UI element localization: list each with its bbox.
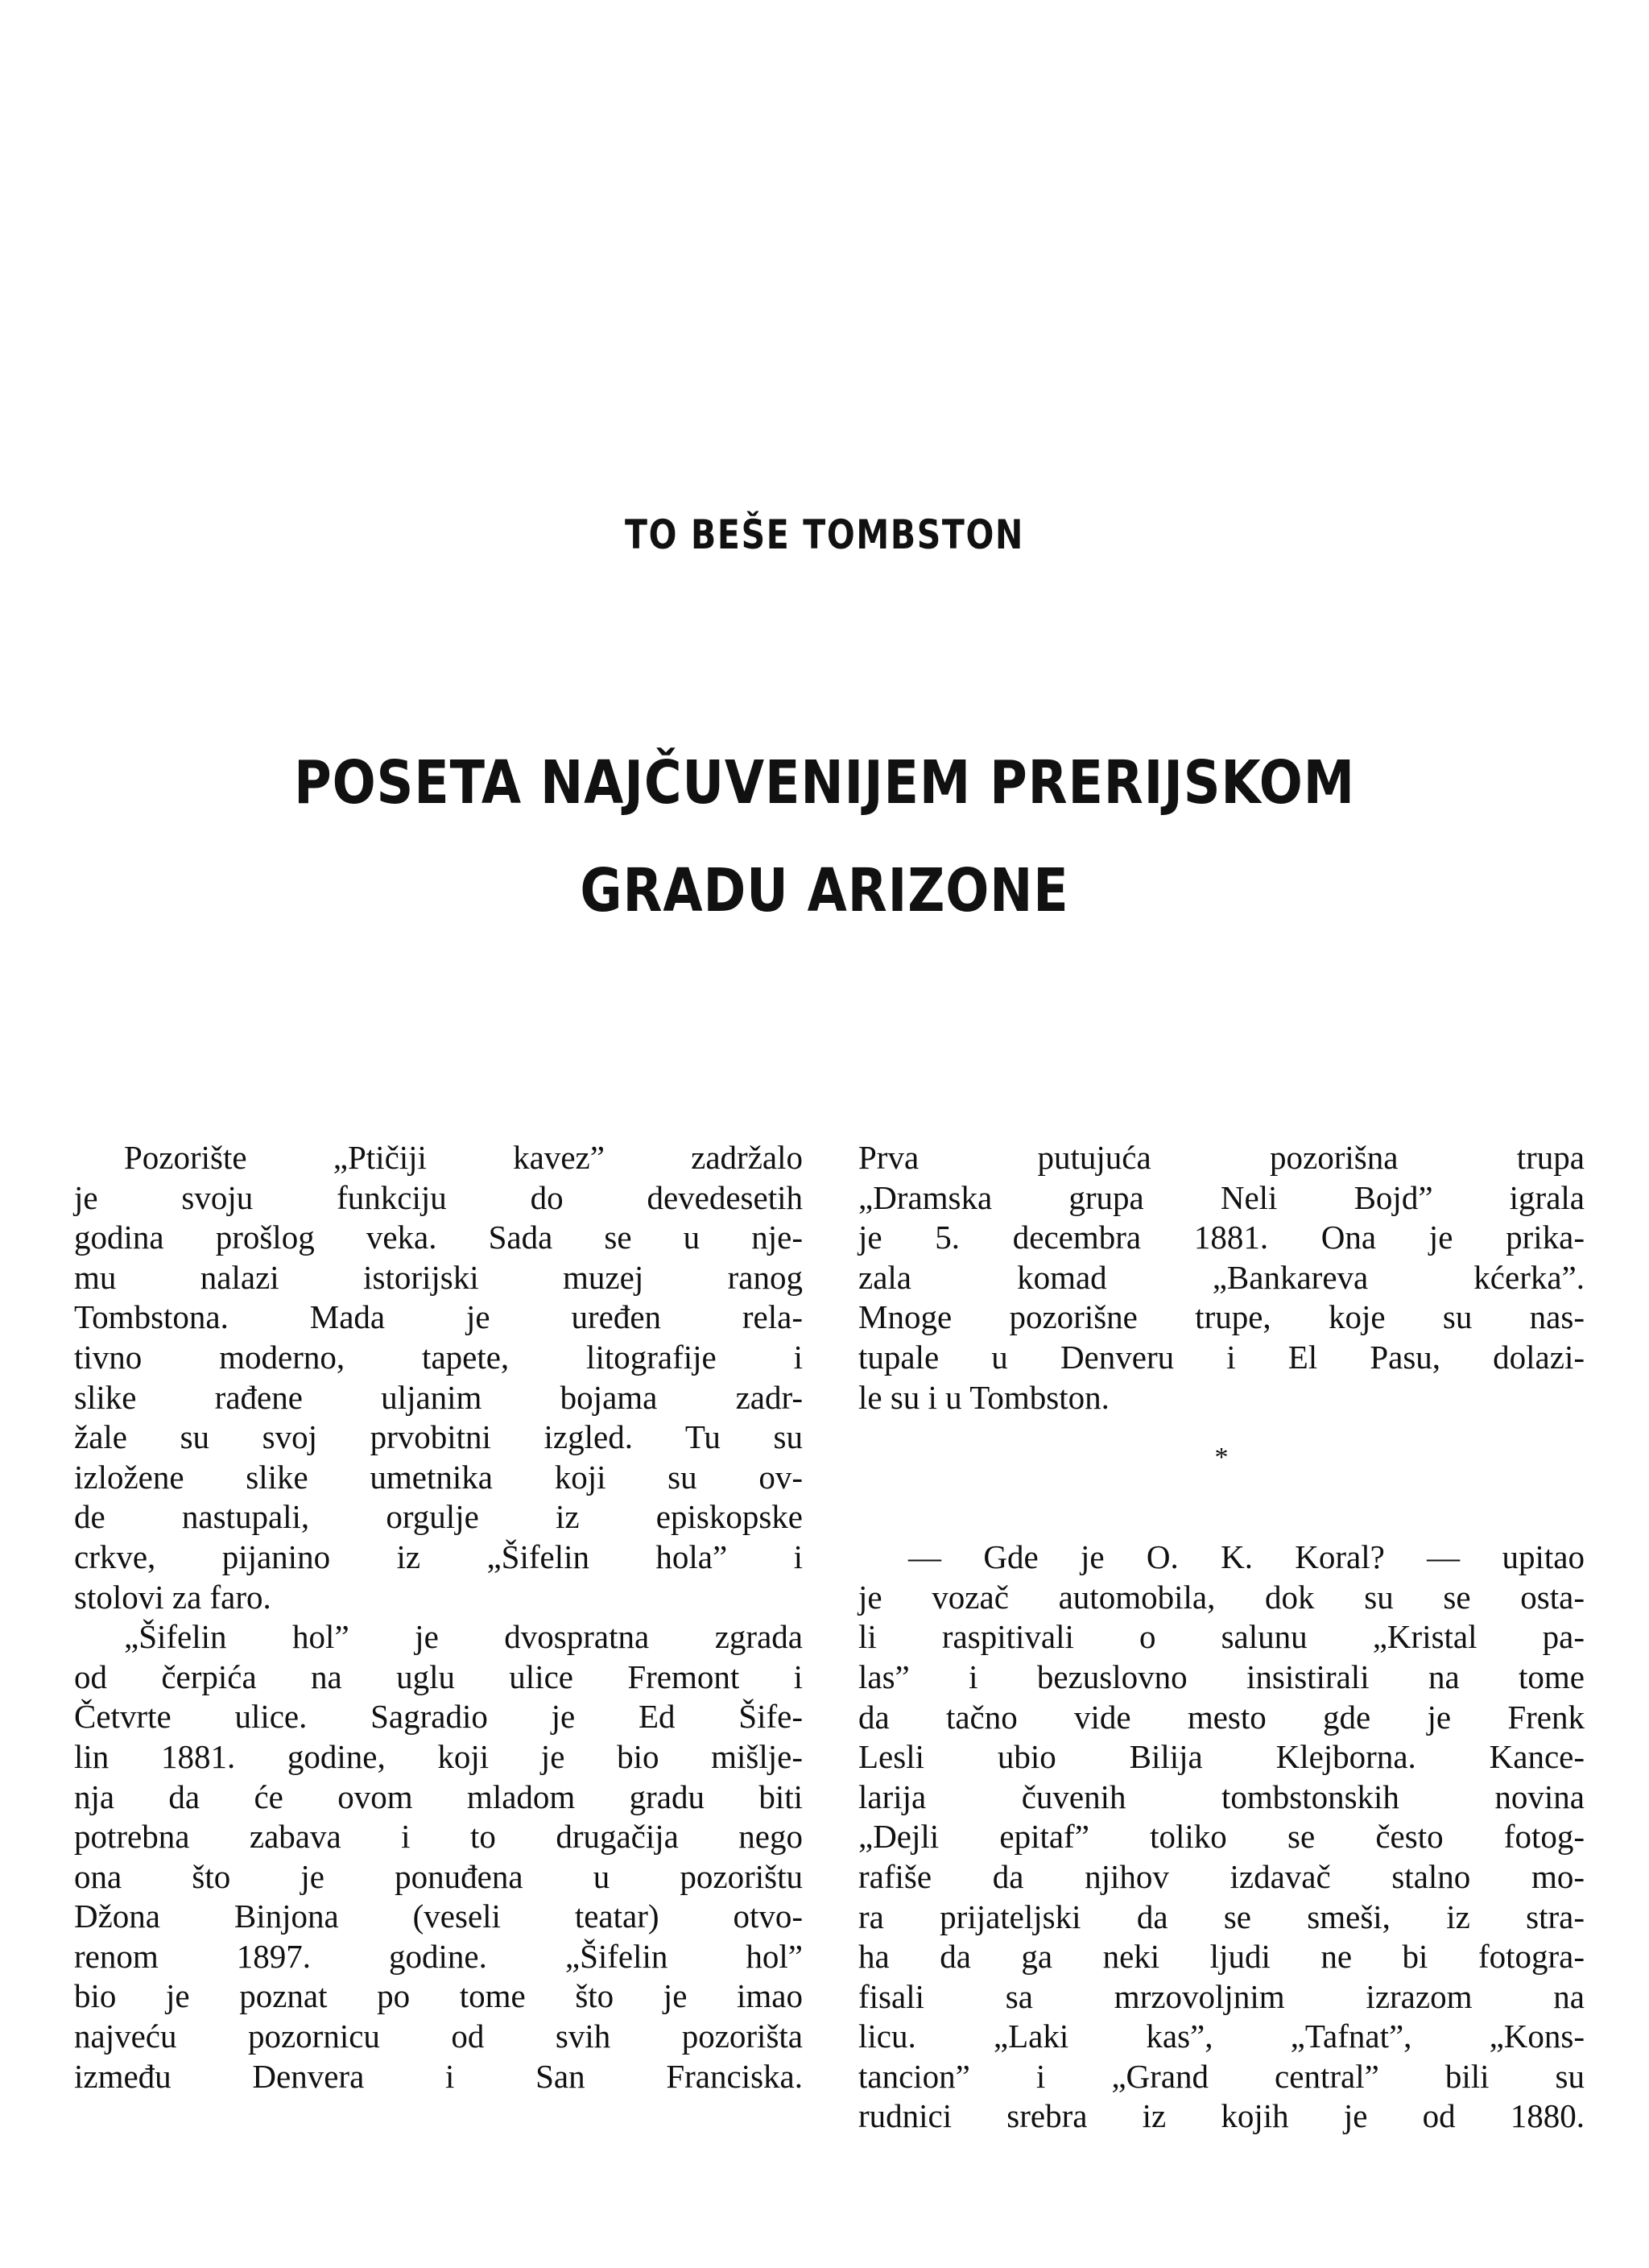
text-line: crkve, pijanino iz „Šifelin hola” i: [74, 1538, 803, 1575]
text-line: žale su svoj prvobitni izgled. Tu su: [74, 1418, 803, 1456]
text-line: Džona Binjona (veseli teatar) otvo-: [74, 1898, 803, 1935]
text-line: Četvrte ulice. Sagradio je Ed Šife-: [74, 1698, 803, 1736]
text-line: mu nalazi istorijski muzej ranog: [74, 1258, 803, 1296]
text-line: ha da ga neki ljudi ne bi fotogra-: [858, 1938, 1585, 1976]
text-line: je vozač automobila, dok su se osta-: [858, 1578, 1585, 1616]
text-line: de nastupali, orgulje iz episkopske: [74, 1498, 803, 1536]
text-line: izložene slike umetnika koji su ov-: [74, 1458, 803, 1496]
text-line: le su i u Tombston.: [858, 1378, 1110, 1416]
kicker-title: TO BEŠE TOMBSTON: [625, 511, 1024, 558]
text-line: najveću pozornicu od svih pozorišta: [74, 2018, 803, 2055]
article-headline: [115, 729, 1533, 945]
text-line: li raspitivali o salunu „Kristal pa-: [858, 1618, 1585, 1656]
text-line: Lesli ubio Bilija Klejborna. Kance-: [858, 1738, 1585, 1776]
text-line: stolovi za faro.: [74, 1578, 271, 1616]
spacer: [858, 1497, 1585, 1538]
section-separator: *: [1214, 1442, 1229, 1473]
text-line: „Dejli epitaf” toliko se često fotog-: [858, 1818, 1585, 1856]
text-line: Mnoge pozorišne trupe, koje su nas-: [858, 1298, 1585, 1336]
text-line: između Denvera i San Franciska.: [74, 2057, 803, 2095]
text-line: zala komad „Bankareva kćerka”.: [858, 1258, 1585, 1296]
text-line: ra prijateljski da se smeši, iz stra-: [858, 1898, 1585, 1935]
text-line: las” i bezuslovno insistirali na tome: [858, 1658, 1585, 1695]
text-line: lin 1881. godine, koji je bio mišlje-: [74, 1737, 803, 1775]
text-line: bio je poznat po tome što je imao: [74, 1977, 803, 2015]
text-line: „Dramska grupa Neli Bojd” igrala: [858, 1178, 1585, 1216]
text-line: renom 1897. godine. „Šifelin hol”: [74, 1937, 803, 1975]
headline-line-2: GRADU ARIZONE: [580, 856, 1069, 925]
text-line: Prva putujuća pozorišna trupa: [858, 1139, 1585, 1176]
text-line: potrebna zabava i to drugačija nego: [74, 1818, 803, 1856]
text-line: — Gde je O. K. Koral? — upitao: [908, 1538, 1585, 1576]
text-line: licu. „Laki kas”, „Tafnat”, „Kons-: [858, 2018, 1585, 2055]
text-line: nja da će ovom mladom gradu biti: [74, 1778, 803, 1815]
text-line: godina prošlog veka. Sada se u nje-: [74, 1219, 803, 1256]
right-column: [858, 1138, 1585, 2137]
text-line: Pozorište „Ptičiji kavez” zadržalo: [124, 1139, 803, 1176]
text-line: tancion” i „Grand central” bili su: [858, 2057, 1585, 2095]
text-line: slike rađene uljanim bojama zadr-: [74, 1378, 803, 1416]
text-line: je 5. decembra 1881. Ona je prika-: [858, 1219, 1585, 1256]
text-line: Tombstona. Mada je uređen rela-: [74, 1298, 803, 1336]
text-line: rafiše da njihov izdavač stalno mo-: [858, 1857, 1585, 1895]
text-line: da tačno vide mesto gde je Frenk: [858, 1698, 1585, 1736]
text-line: fisali sa mrzovoljnim izrazom na: [858, 1977, 1585, 2015]
headline-line-1: POSETA NAJČUVENIJEM PRERIJSKOM: [294, 748, 1355, 817]
text-line: ona što je ponuđena u pozorištu: [74, 1857, 803, 1895]
text-line: rudnici srebra iz kojih je od 1880.: [858, 2097, 1585, 2135]
text-line: tivno moderno, tapete, litografije i: [74, 1338, 803, 1376]
text-line: od čerpića na uglu ulice Fremont i: [74, 1658, 803, 1695]
text-line: „Šifelin hol” je dvospratna zgrada: [124, 1618, 803, 1656]
text-line: je svoju funkciju do devedesetih: [74, 1178, 803, 1216]
left-column: [74, 1138, 803, 2096]
text-line: larija čuvenih tombstonskih novina: [858, 1778, 1585, 1815]
text-line: tupale u Denveru i El Pasu, dolazi-: [858, 1338, 1585, 1376]
